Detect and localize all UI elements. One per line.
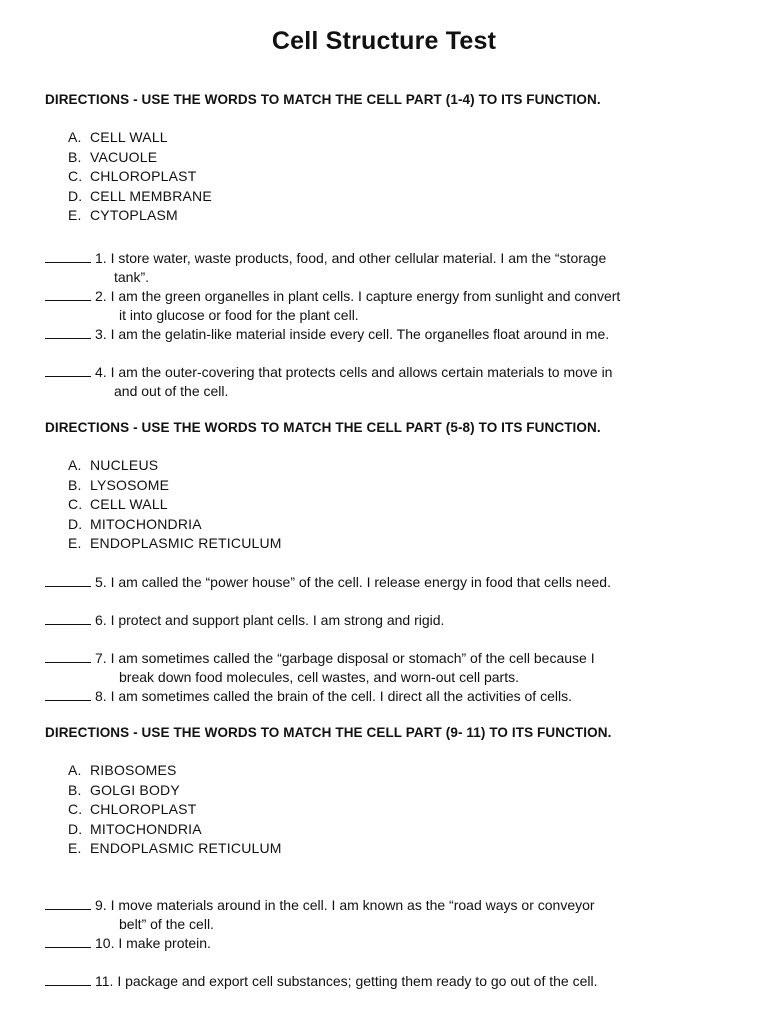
answer-blank[interactable]: [45, 971, 91, 986]
option-text: NUCLEUS: [90, 457, 159, 473]
question-4: [45, 362, 612, 401]
option-text: MITOCHONDRIA: [90, 515, 202, 532]
option-letter: D.: [68, 187, 83, 204]
question-5: [45, 572, 611, 592]
option-text: GOLGI BODY: [90, 781, 180, 798]
option-item: [68, 495, 282, 515]
option-text: MITOCHONDRIA: [90, 820, 202, 837]
question-text: 6. I protect and support plant cells. I am strong and rigid.: [95, 612, 445, 628]
question-11: [45, 971, 598, 991]
option-letter: E.: [68, 535, 82, 551]
option-text: RIBOSOMES: [90, 762, 177, 778]
question-9: [45, 895, 595, 934]
question-text: 7. I am sometimes called the “garbage disposal or stomach” of the cell because I: [95, 650, 595, 666]
answer-blank[interactable]: [45, 286, 91, 301]
option-item: [68, 128, 212, 148]
answer-blank[interactable]: [45, 572, 91, 587]
question-2: [45, 286, 620, 325]
option-text: VACUOLE: [90, 148, 158, 165]
option-text: CELL MEMBRANE: [90, 187, 212, 204]
question-text-continued: break down food molecules, cell wastes, and worn-out cell parts.: [119, 669, 519, 685]
question-text: 11. I package and export cell substances; getting them ready to go out of the cell.: [95, 973, 598, 989]
option-item: [68, 820, 282, 840]
option-item: [68, 187, 212, 207]
option-text: CELL WALL: [90, 129, 168, 145]
question-text: 1. I store water, waste products, food, and other cellular material. I am the “storage: [95, 250, 607, 266]
option-letter: C.: [68, 496, 83, 512]
option-text: LYSOSOME: [90, 476, 170, 493]
option-letter: B.: [68, 148, 82, 165]
answer-blank[interactable]: [45, 248, 91, 263]
answer-blank[interactable]: [45, 648, 91, 663]
option-item: [68, 839, 282, 859]
option-text: ENDOPLASMIC RETICULUM: [90, 535, 282, 551]
option-letter: D.: [68, 820, 83, 837]
question-1: [45, 248, 606, 287]
question-text: 2. I am the green organelles in plant cells. I capture energy from sunlight and convert: [95, 288, 621, 304]
option-item: [68, 761, 282, 781]
question-10: [45, 933, 211, 953]
option-letter: E.: [68, 207, 82, 223]
option-letter: D.: [68, 515, 83, 532]
question-text: 3. I am the gelatin-like material inside every cell. The organelles float around in me.: [95, 326, 610, 342]
option-letter: E.: [68, 840, 82, 856]
word-bank-section-3: [68, 761, 282, 859]
option-item: [68, 206, 212, 226]
option-letter: B.: [68, 476, 82, 493]
option-text: CHLOROPLAST: [90, 168, 197, 184]
directions-section-2: DIRECTIONS - USE THE WORDS TO MATCH THE CELL PART (5-8) TO ITS FUNCTION.: [45, 420, 601, 435]
directions-section-1: DIRECTIONS - USE THE WORDS TO MATCH THE CELL PART (1-4) TO ITS FUNCTION.: [45, 92, 601, 107]
question-text-continued: tank”.: [114, 269, 150, 285]
question-text: 9. I move materials around in the cell. I am known as the “road ways or conveyor: [95, 897, 595, 913]
question-text-continued: and out of the cell.: [114, 383, 229, 399]
answer-blank[interactable]: [45, 610, 91, 625]
question-3: [45, 324, 609, 344]
option-letter: C.: [68, 801, 83, 817]
question-text: 5. I am called the “power house” of the cell. I release energy in food that cells need.: [95, 574, 611, 590]
option-text: CHLOROPLAST: [90, 801, 197, 817]
question-text: 10. I make protein.: [95, 935, 211, 951]
page-title: Cell Structure Test: [271, 27, 497, 55]
word-bank-section-2: [68, 456, 282, 554]
question-text-continued: belt” of the cell.: [119, 916, 214, 932]
option-item: [68, 476, 282, 496]
option-text: ENDOPLASMIC RETICULUM: [90, 840, 282, 856]
option-text: CYTOPLASM: [90, 207, 178, 223]
answer-blank[interactable]: [45, 933, 91, 948]
directions-section-3: DIRECTIONS - USE THE WORDS TO MATCH THE CELL PART (9- 11) TO ITS FUNCTION.: [45, 725, 612, 740]
option-item: [68, 534, 282, 554]
word-bank-section-1: [68, 128, 212, 226]
question-6: [45, 610, 444, 630]
option-letter: A.: [68, 129, 82, 145]
option-item: [68, 456, 282, 476]
option-letter: C.: [68, 168, 83, 184]
question-7: [45, 648, 595, 687]
option-letter: B.: [68, 781, 82, 798]
option-item: [68, 148, 212, 168]
question-8: [45, 686, 572, 706]
option-letter: A.: [68, 762, 82, 778]
option-item: [68, 167, 212, 187]
question-text: 8. I am sometimes called the brain of the cell. I direct all the activities of cells.: [95, 688, 572, 704]
answer-blank[interactable]: [45, 895, 91, 910]
answer-blank[interactable]: [45, 362, 91, 377]
question-text: 4. I am the outer-covering that protects cells and allows certain materials to move in: [95, 364, 613, 380]
option-item: [68, 781, 282, 801]
option-text: CELL WALL: [90, 496, 168, 512]
question-text-continued: it into glucose or food for the plant cell.: [119, 307, 359, 323]
answer-blank[interactable]: [45, 324, 91, 339]
answer-blank[interactable]: [45, 686, 91, 701]
option-letter: A.: [68, 457, 82, 473]
option-item: [68, 515, 282, 535]
option-item: [68, 800, 282, 820]
